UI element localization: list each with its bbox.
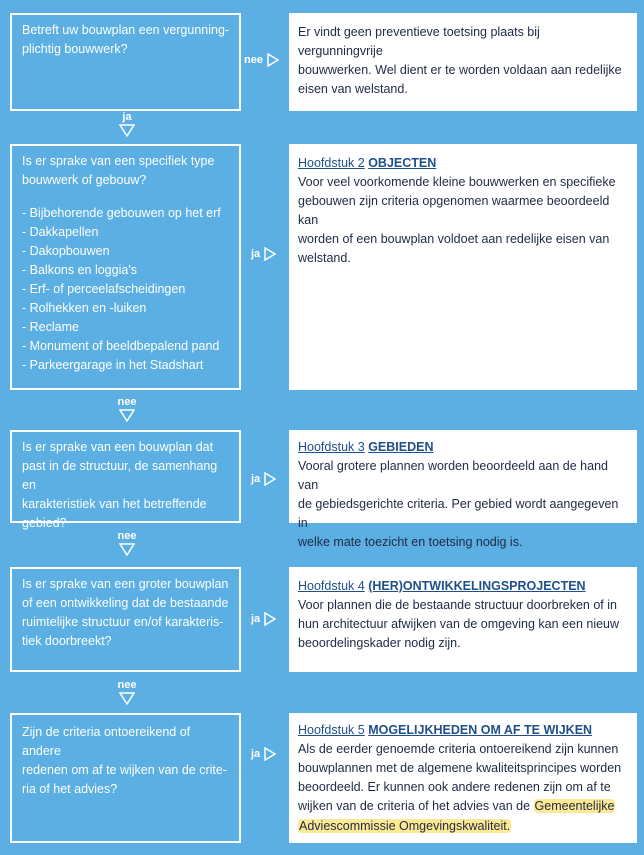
- question-4-line-1: Is er sprake van een groter bouwplan: [22, 577, 229, 591]
- answer-box-3: [289, 430, 637, 549]
- chapter-3-heading[interactable]: [298, 438, 627, 457]
- connector-2-label: ja: [251, 248, 261, 260]
- chapter-4-heading[interactable]: [298, 577, 627, 596]
- question-3-line-4: gebied?: [22, 516, 67, 530]
- list-item: - Dakopbouwen: [22, 244, 110, 258]
- answer-1-line-1: Er vindt geen preventieve toetsing plaats bij vergunningvrije: [298, 25, 540, 58]
- connector-4-label: ja: [251, 613, 261, 625]
- question-box-4: [10, 567, 241, 672]
- commission-highlight-1: Gemeentelijke: [534, 799, 615, 813]
- answer-5-line-1: Als de eerder genoemde criteria ontoereikend zijn kunnen: [298, 742, 619, 756]
- answer-5-line-5: [298, 817, 627, 836]
- answer-3-line-3: welke mate toezicht en toetsing nodig is.: [298, 535, 523, 549]
- list-item: - Reclame: [22, 320, 79, 334]
- arrow-down-icon: [119, 543, 135, 556]
- connector-4-ja: [251, 612, 276, 626]
- answer-4-line-3: beoordelingskader nodig zijn.: [298, 636, 461, 650]
- chapter-5-title[interactable]: MOGELIJKHEDEN OM AF TE WIJKEN: [368, 723, 593, 737]
- down-connector-4-label: nee: [117, 679, 137, 691]
- arrow-down-icon: [119, 692, 135, 705]
- question-2-line-2: bouwwerk of gebouw?: [22, 173, 147, 187]
- chapter-2-title[interactable]: OBJECTEN: [368, 156, 437, 170]
- connector-1-label: nee: [244, 54, 263, 66]
- question-box-5: [10, 713, 241, 843]
- arrow-down-icon: [119, 124, 135, 137]
- chapter-5-number[interactable]: Hoofdstuk 5: [298, 723, 365, 737]
- answer-2-line-2: gebouwen zijn criteria opgenomen waarmee beoordeeld kan: [298, 194, 610, 227]
- chapter-4-title[interactable]: (HER)ONTWIKKELINGSPROJECTEN: [368, 579, 586, 593]
- connector-5-ja: [251, 747, 276, 761]
- down-connector-1: [110, 111, 144, 137]
- answer-3-line-2: de gebiedsgerichte criteria. Per gebied wordt aangegeven in: [298, 497, 619, 530]
- question-box-3: [10, 430, 241, 530]
- connector-3-label: ja: [251, 473, 261, 485]
- question-box-2: [10, 144, 241, 390]
- list-item: - Monument of beeldbepalend pand: [22, 339, 220, 353]
- question-5-line-2: redenen om af te wijken van de crite-: [22, 763, 227, 777]
- list-item: - Erf- of perceelafscheidingen: [22, 282, 186, 296]
- chapter-5-heading[interactable]: [298, 721, 627, 740]
- chapter-2-heading[interactable]: [298, 154, 627, 173]
- connector-5-label: ja: [251, 748, 261, 760]
- answer-5-line-4-text: wijken van de criteria of het advies van de: [298, 799, 534, 813]
- question-3-line-3: karakteristiek van het betreffende: [22, 497, 207, 511]
- list-item: - Balkons en loggia's: [22, 263, 137, 277]
- answer-box-4: [289, 567, 637, 672]
- question-2-line-1: Is er sprake van een specifiek type: [22, 154, 215, 168]
- answer-box-2: [289, 144, 637, 390]
- answer-4-line-2: hun architectuur afwijken van de omgeving kan een nieuw: [298, 617, 620, 631]
- question-5-line-3: ria of het advies?: [22, 782, 118, 796]
- connector-1-nee: [244, 53, 279, 67]
- object-type-list: [22, 204, 231, 375]
- arrow-right-icon: [264, 247, 276, 261]
- answer-box-1: [289, 13, 637, 111]
- connector-3-ja: [251, 472, 276, 486]
- down-connector-3: [110, 530, 144, 556]
- question-5-line-1: Zijn de criteria ontoereikend of andere: [22, 725, 191, 758]
- answer-4-line-1: Voor plannen die de bestaande structuur doorbreken of in: [298, 598, 617, 612]
- commission-highlight-2: Adviescommissie Omgevingskwaliteit.: [299, 819, 511, 833]
- list-item: - Bijbehorende gebouwen op het erf: [22, 206, 221, 220]
- connector-2-ja: [251, 247, 276, 261]
- answer-5-line-4: [298, 797, 627, 816]
- answer-5-line-3: beoordeeld. Er kunnen ook andere redenen zijn om af te: [298, 780, 611, 794]
- arrow-right-icon: [264, 612, 276, 626]
- question-4-line-3: ruimtelijke structuur en/of karakteris-: [22, 615, 224, 629]
- list-item: - Parkeergarage in het Stadshart: [22, 358, 204, 372]
- down-connector-2: [110, 396, 144, 422]
- arrow-right-icon: [264, 472, 276, 486]
- answer-2-line-4: welstand.: [298, 251, 351, 265]
- chapter-3-title[interactable]: GEBIEDEN: [368, 440, 434, 454]
- answer-3-line-1: Vooral grotere plannen worden beoordeeld aan de hand van: [298, 459, 608, 492]
- chapter-3-number[interactable]: Hoofdstuk 3: [298, 440, 365, 454]
- down-connector-3-label: nee: [117, 530, 137, 542]
- down-connector-4: [110, 679, 144, 705]
- question-box-1: [10, 13, 241, 111]
- question-3-line-2: past in de structuur, de samenhang en: [22, 459, 218, 492]
- answer-1-line-3: eisen van welstand.: [298, 82, 408, 96]
- down-connector-1-label: ja: [122, 111, 132, 123]
- arrow-right-icon: [264, 747, 276, 761]
- chapter-2-number[interactable]: Hoofdstuk 2: [298, 156, 365, 170]
- question-4-line-4: tiek doorbreekt?: [22, 634, 112, 648]
- answer-5-line-2: bouwplannen met de algemene kwaliteitsprincipes worden: [298, 761, 622, 775]
- answer-box-5: [289, 713, 637, 843]
- arrow-right-icon: [267, 53, 279, 67]
- question-1-line-1: Betreft uw bouwplan een vergunning-: [22, 23, 230, 37]
- down-connector-2-label: nee: [117, 396, 137, 408]
- chapter-4-number[interactable]: Hoofdstuk 4: [298, 579, 365, 593]
- question-4-line-2: of een ontwikkeling dat de bestaande: [22, 596, 229, 610]
- answer-2-line-1: Voor veel voorkomende kleine bouwwerken en specifieke: [298, 175, 616, 189]
- list-item: - Rolhekken en -luiken: [22, 301, 147, 315]
- list-item: - Dakkapellen: [22, 225, 99, 239]
- question-3-line-1: Is er sprake van een bouwplan dat: [22, 440, 214, 454]
- answer-1-line-2: bouwwerken. Wel dient er te worden voldaan aan redelijke: [298, 63, 622, 77]
- question-1-line-2: plichtig bouwwerk?: [22, 42, 128, 56]
- answer-2-line-3: worden of een bouwplan voldoet aan redelijke eisen van: [298, 232, 610, 246]
- arrow-down-icon: [119, 409, 135, 422]
